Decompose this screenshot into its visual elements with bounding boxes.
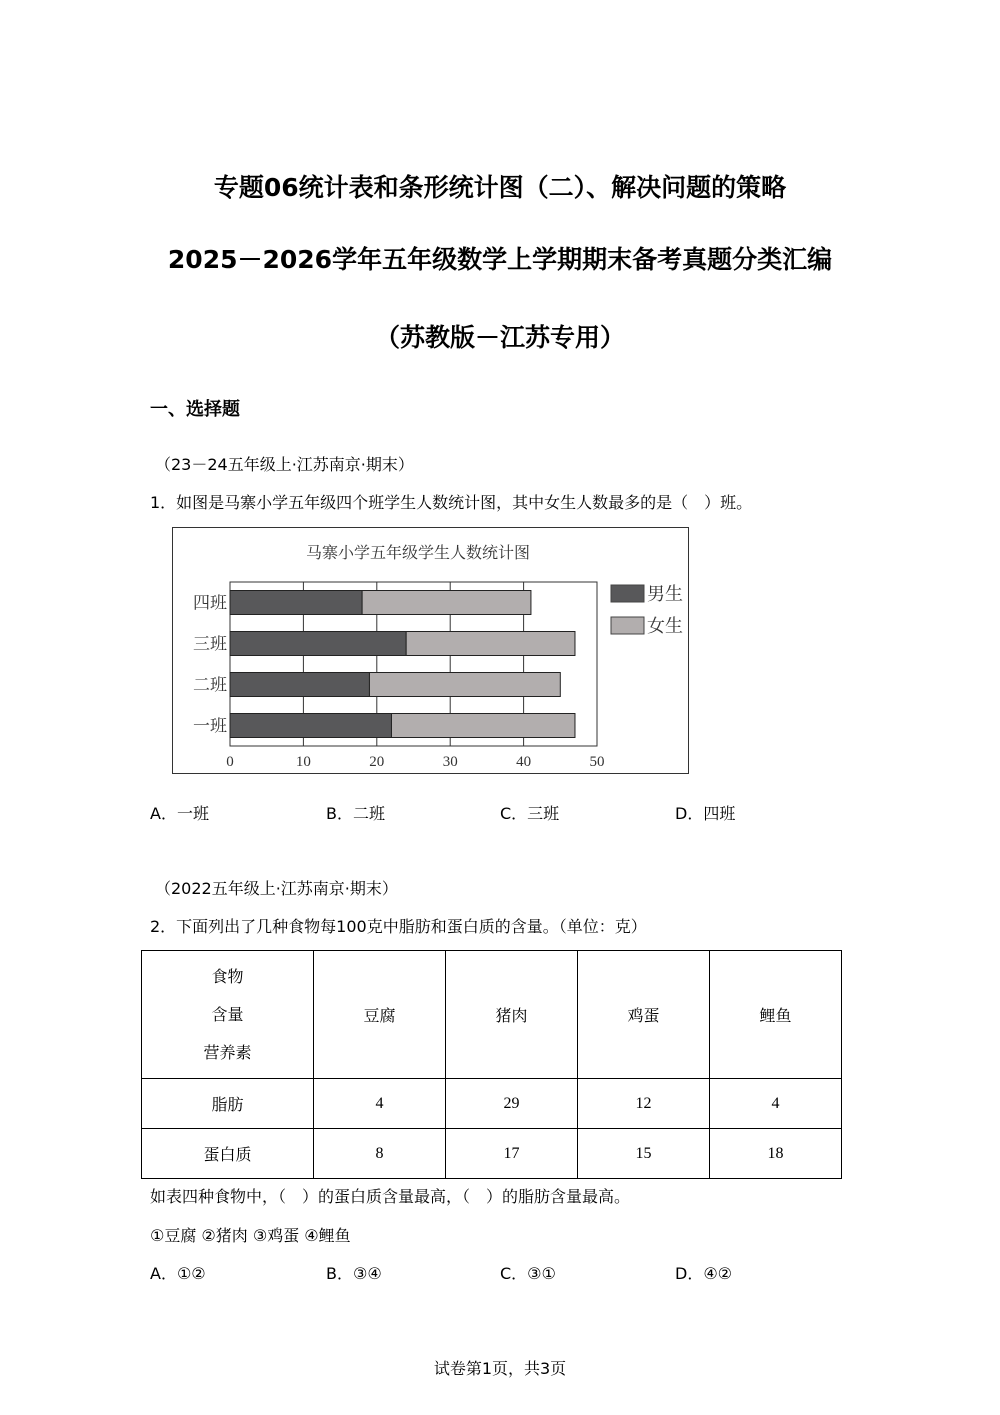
legend-swatch: [611, 585, 644, 602]
x-tick-label: 20: [369, 754, 385, 770]
x-tick-label: 50: [589, 754, 605, 770]
bar-male: [230, 673, 369, 697]
cell-fat-tofu: 4: [314, 1079, 446, 1129]
q2-option-c[interactable]: C．③①: [500, 1264, 556, 1283]
bar-female: [369, 673, 560, 697]
q2-option-a[interactable]: A．①②: [150, 1264, 206, 1283]
bar-female: [406, 632, 575, 656]
diagonal-header-cell: [142, 951, 314, 1079]
cell-fat-pork: 29: [446, 1079, 578, 1129]
y-category-label: 四班: [193, 593, 227, 614]
bar-female: [362, 591, 531, 615]
section-heading: 一、选择题: [150, 399, 240, 420]
header-content-label: 含量: [211, 1004, 244, 1024]
chart-title: 马寨小学五年级学生人数统计图: [305, 543, 531, 562]
q2-question: 如表四种食物中，（ ）的蛋白质含量最高，（ ）的脂肪含量最高。: [150, 1187, 631, 1206]
legend-swatch: [611, 617, 644, 634]
cell-fat-carp: 4: [710, 1079, 842, 1129]
table-row: [142, 1129, 842, 1179]
row-label-protein: 蛋白质: [142, 1129, 314, 1179]
cell-protein-tofu: 8: [314, 1129, 446, 1179]
column-header-egg: 鸡蛋: [578, 951, 710, 1079]
table-row: [142, 1079, 842, 1129]
column-header-pork: 猪肉: [446, 951, 578, 1079]
legend-label: 男生: [647, 584, 683, 605]
q2-option-d[interactable]: D．④②: [675, 1264, 733, 1283]
cell-protein-pork: 17: [446, 1129, 578, 1179]
x-tick-label: 10: [295, 754, 311, 770]
q2-choices-line: ①豆腐 ②猪肉 ③鸡蛋 ④鲤鱼: [150, 1226, 351, 1245]
row-label-fat: 脂肪: [142, 1079, 314, 1129]
bar-male: [230, 632, 406, 656]
column-header-carp: 鲤鱼: [710, 951, 842, 1079]
header-nutrient-label: 营养素: [203, 1042, 252, 1062]
bar-chart: [173, 528, 690, 775]
legend-label: 女生: [647, 616, 683, 637]
nutrition-table: [141, 950, 842, 1179]
header-food-label: 食物: [211, 966, 244, 986]
y-category-label: 三班: [193, 634, 227, 655]
q2-source: （2022五年级上·江苏南京·期末）: [155, 879, 398, 898]
cell-fat-egg: 12: [578, 1079, 710, 1129]
q1-option-b[interactable]: B．二班: [326, 804, 385, 823]
cell-protein-carp: 18: [710, 1129, 842, 1179]
q1-option-c[interactable]: C．三班: [500, 804, 560, 823]
cell-protein-egg: 15: [578, 1129, 710, 1179]
q1-text: 1．如图是马寨小学五年级四个班学生人数统计图，其中女生人数最多的是（ ）班。: [150, 493, 753, 512]
y-category-label: 一班: [193, 716, 227, 737]
bar-male: [230, 714, 391, 738]
column-header-tofu: 豆腐: [314, 951, 446, 1079]
q1-source: （23－24五年级上·江苏南京·期末）: [155, 455, 414, 474]
table-header-row: [142, 951, 842, 1079]
bar-male: [230, 591, 362, 615]
bar-female: [391, 714, 575, 738]
q2-option-b[interactable]: B．③④: [326, 1264, 382, 1283]
page-footer: 试卷第1页，共3页: [433, 1359, 567, 1378]
x-tick-label: 0: [226, 754, 234, 770]
y-category-label: 二班: [193, 675, 227, 696]
doc-title-line3: （苏教版－江苏专用）: [374, 323, 625, 352]
chart-frame: [172, 527, 689, 774]
x-tick-label: 40: [516, 754, 532, 770]
q1-option-d[interactable]: D．四班: [675, 804, 736, 823]
x-tick-label: 30: [442, 754, 458, 770]
q1-option-a[interactable]: A．一班: [150, 804, 209, 823]
doc-title-line1: 专题06统计表和条形统计图（二）、解决问题的策略: [213, 173, 787, 202]
doc-title-line2: 2025－2026学年五年级数学上学期期末备考真题分类汇编: [167, 245, 833, 274]
q2-text: 2．下面列出了几种食物每100克中脂肪和蛋白质的含量。（单位：克）: [150, 917, 647, 936]
